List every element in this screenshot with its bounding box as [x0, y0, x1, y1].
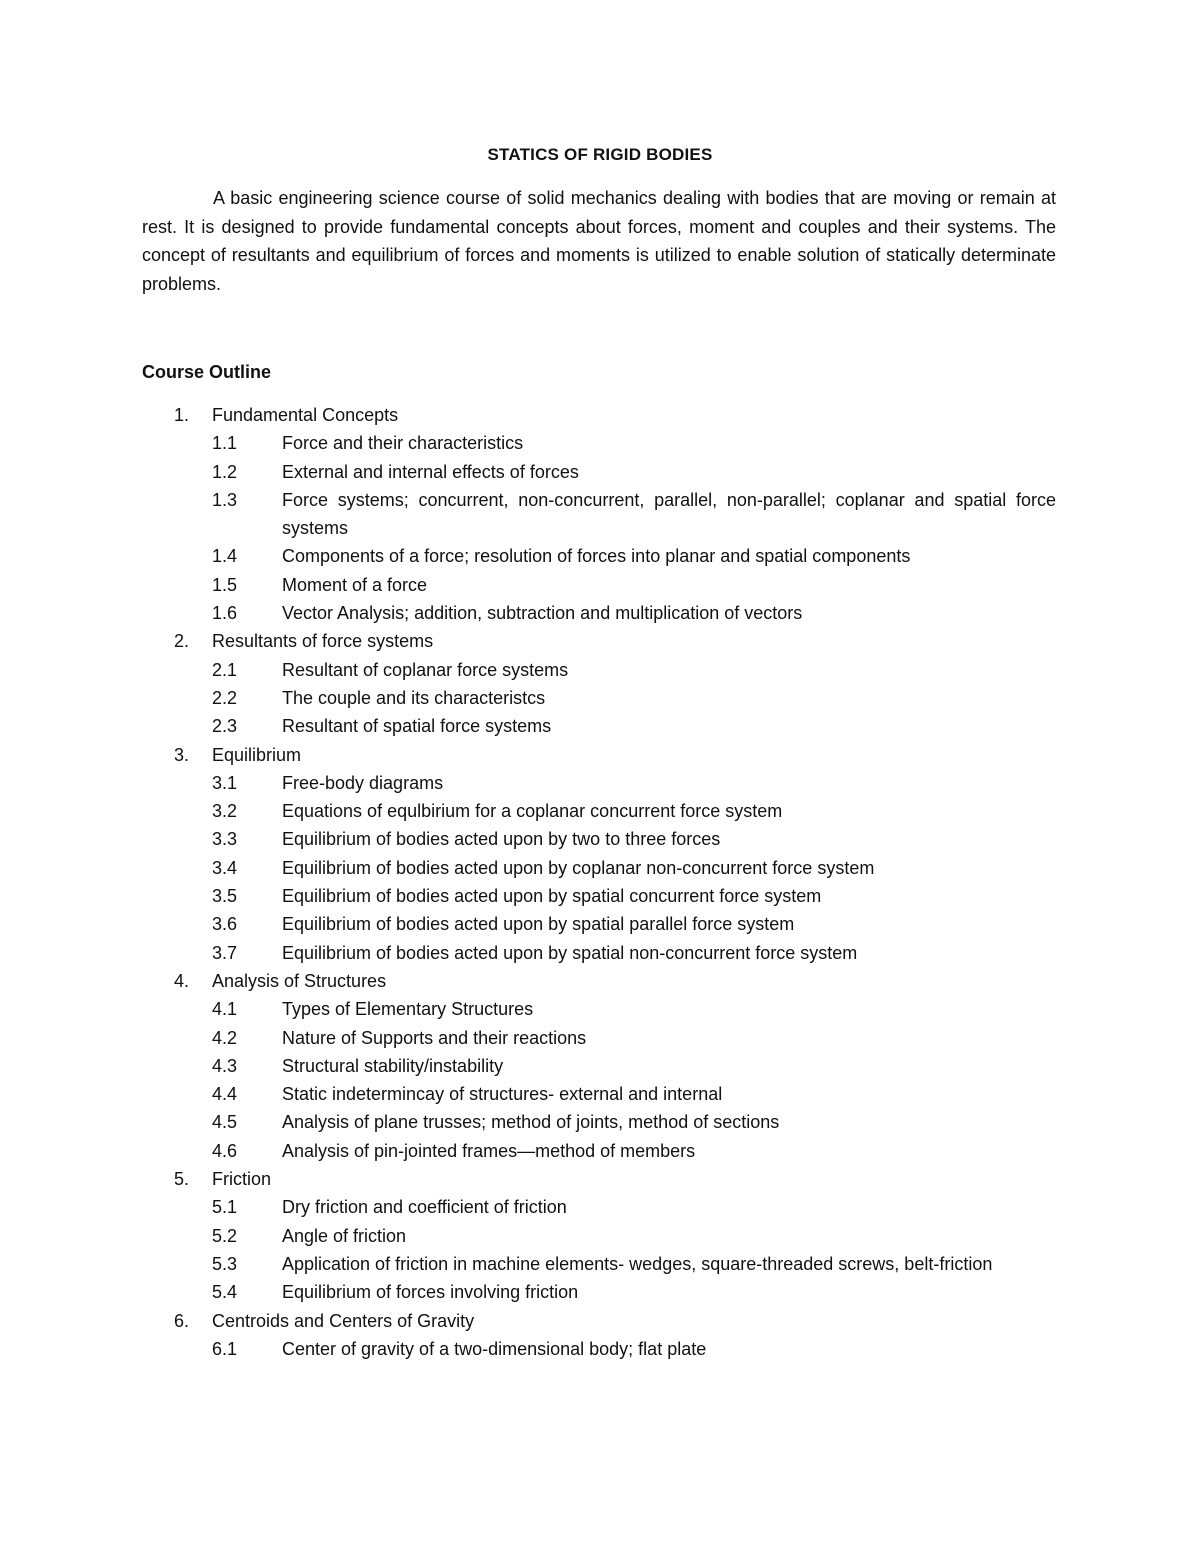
section-number: 4.: [174, 970, 190, 991]
course-outline: [142, 401, 1056, 1363]
section-number: 2.: [174, 631, 190, 652]
subtopic-item: [142, 656, 1056, 684]
subtopic-text: Dry friction and coefficient of friction: [282, 1197, 567, 1218]
section-number: 5.: [174, 1169, 190, 1190]
subtopic-item: [142, 995, 1056, 1023]
subtopic-number: 4.1: [212, 999, 238, 1020]
subtopic-number: 5.2: [212, 1225, 238, 1246]
subtopic-text: Equilibrium of forces involving friction: [282, 1282, 579, 1303]
subtopic-text: Free-body diagrams: [282, 772, 444, 793]
subtopic-list: [142, 429, 1056, 627]
subtopic-number: 5.3: [212, 1253, 238, 1274]
subtopic-text: Static indetermincay of structures- external and internal: [282, 1084, 723, 1105]
subtopic-number: 4.4: [212, 1084, 238, 1105]
section-heading: [142, 401, 1056, 429]
subtopic-item: [142, 1335, 1056, 1363]
outline-heading: Course Outline: [142, 362, 272, 382]
subtopic-number: 3.3: [212, 829, 238, 850]
subtopic-item: [142, 684, 1056, 712]
section-number: 1.: [174, 405, 190, 425]
subtopic-number: 6.1: [212, 1338, 238, 1359]
outline-section: [142, 1165, 1056, 1306]
subtopic-number: 1.6: [212, 603, 238, 624]
subtopic-text: Application of friction in machine elements- wedges, square-threaded screws, belt-friction: [282, 1253, 993, 1274]
subtopic-text: Center of gravity of a two-dimensional body; flat plate: [282, 1338, 707, 1359]
subtopic-number: 3.7: [212, 942, 238, 963]
subtopic-text: Force and their characteristics: [282, 433, 524, 454]
subtopic-item: [142, 854, 1056, 882]
subtopic-text: Equilibrium of bodies acted upon by coplanar non-concurrent force system: [282, 857, 875, 878]
subtopic-text: Vector Analysis; addition, subtraction and multiplication of vectors: [282, 603, 803, 624]
section-number: 3.: [174, 744, 190, 765]
section-label: Fundamental Concepts: [212, 405, 399, 425]
subtopic-item: [142, 1193, 1056, 1221]
subtopic-number: 2.3: [212, 716, 238, 737]
subtopic-text: Analysis of pin-jointed frames—method of members: [282, 1140, 696, 1161]
subtopic-text: Resultant of coplanar force systems: [282, 659, 569, 680]
subtopic-number: 4.3: [212, 1055, 238, 1076]
subtopic-item: [142, 486, 1056, 543]
subtopic-list: [142, 1335, 1056, 1363]
subtopic-item: [142, 1250, 1056, 1278]
subtopic-number: 1.3: [212, 489, 238, 510]
subtopic-number: 4.2: [212, 1027, 238, 1048]
subtopic-list: [142, 1193, 1056, 1306]
section-number: 6.: [174, 1310, 190, 1331]
subtopic-number: 3.6: [212, 914, 238, 935]
subtopic-item: [142, 910, 1056, 938]
outline-section: [142, 967, 1056, 1165]
subtopic-text: Equilibrium of bodies acted upon by spatial non-concurrent force system: [282, 942, 858, 963]
course-description: A basic engineering science course of solid mechanics dealing with bodies that are moving or remain at rest. It is designed to provide fundamental concepts about forces, moment and couples and their systems. The concept of resultants and equilibrium of forces and moments is utilized to enable solution of statically determinate problems.: [142, 188, 1056, 294]
subtopic-item: [142, 1024, 1056, 1052]
section-label: Friction: [212, 1169, 272, 1190]
subtopic-number: 5.1: [212, 1197, 238, 1218]
subtopic-text: Equilibrium of bodies acted upon by spatial parallel force system: [282, 914, 795, 935]
subtopic-item: [142, 1052, 1056, 1080]
subtopic-text: Types of Elementary Structures: [282, 999, 534, 1020]
section-heading: [142, 1307, 1056, 1335]
subtopic-number: 3.5: [212, 886, 238, 907]
subtopic-text: Nature of Supports and their reactions: [282, 1027, 587, 1048]
subtopic-item: [142, 825, 1056, 853]
subtopic-number: 3.2: [212, 801, 238, 822]
subtopic-item: [142, 882, 1056, 910]
subtopic-item: [142, 599, 1056, 627]
subtopic-item: [142, 769, 1056, 797]
subtopic-text: External and internal effects of forces: [282, 461, 579, 482]
subtopic-text: Moment of a force: [282, 574, 428, 595]
outline-section: [142, 627, 1056, 740]
subtopic-number: 1.4: [212, 546, 238, 567]
subtopic-item: [142, 712, 1056, 740]
outline-section: [142, 1307, 1056, 1364]
subtopic-number: 1.1: [212, 433, 238, 454]
section-label: Equilibrium: [212, 744, 302, 765]
outline-section: [142, 741, 1056, 967]
subtopic-number: 4.5: [212, 1112, 238, 1133]
subtopic-number: 3.4: [212, 857, 238, 878]
subtopic-text: The couple and its characteristcs: [282, 687, 546, 708]
subtopic-number: 2.1: [212, 659, 238, 680]
section-label: Centroids and Centers of Gravity: [212, 1310, 475, 1331]
subtopic-text: Equilibrium of bodies acted upon by two to three forces: [282, 829, 721, 850]
subtopic-item: [142, 429, 1056, 457]
section-label: Analysis of Structures: [212, 970, 387, 991]
subtopic-text: Equations of equlbirium for a coplanar concurrent force system: [282, 801, 783, 822]
subtopic-text: Analysis of plane trusses; method of joints, method of sections: [282, 1112, 780, 1133]
subtopic-item: [142, 1278, 1056, 1306]
section-heading: [142, 741, 1056, 769]
subtopic-number: 1.2: [212, 461, 238, 482]
subtopic-list: [142, 656, 1056, 741]
subtopic-text: Components of a force; resolution of forces into planar and spatial components: [282, 546, 911, 567]
subtopic-item: [142, 1137, 1056, 1165]
section-heading: [142, 1165, 1056, 1193]
subtopic-item: [142, 1108, 1056, 1136]
subtopic-number: 4.6: [212, 1140, 238, 1161]
subtopic-number: 5.4: [212, 1282, 238, 1303]
subtopic-number: 2.2: [212, 687, 238, 708]
subtopic-text: Structural stability/instability: [282, 1055, 504, 1076]
subtopic-list: [142, 769, 1056, 967]
subtopic-item: [142, 1222, 1056, 1250]
outline-section: [142, 401, 1056, 627]
subtopic-list: [142, 995, 1056, 1165]
subtopic-item: [142, 542, 1056, 570]
subtopic-item: [142, 571, 1056, 599]
subtopic-text: Angle of friction: [282, 1225, 407, 1246]
section-label: Resultants of force systems: [212, 631, 434, 652]
subtopic-number: 1.5: [212, 574, 238, 595]
subtopic-item: [142, 939, 1056, 967]
subtopic-item: [142, 1080, 1056, 1108]
section-heading: [142, 627, 1056, 655]
subtopic-number: 3.1: [212, 772, 238, 793]
subtopic-text: Equilibrium of bodies acted upon by spatial concurrent force system: [282, 886, 822, 907]
page-title: STATICS OF RIGID BODIES: [487, 145, 713, 164]
subtopic-item: [142, 797, 1056, 825]
section-heading: [142, 967, 1056, 995]
subtopic-text: Resultant of spatial force systems: [282, 716, 552, 737]
subtopic-item: [142, 458, 1056, 486]
subtopic-text: Force systems; concurrent, non-concurrent, parallel, non-parallel; coplanar and spatial force systems: [282, 489, 1056, 539]
